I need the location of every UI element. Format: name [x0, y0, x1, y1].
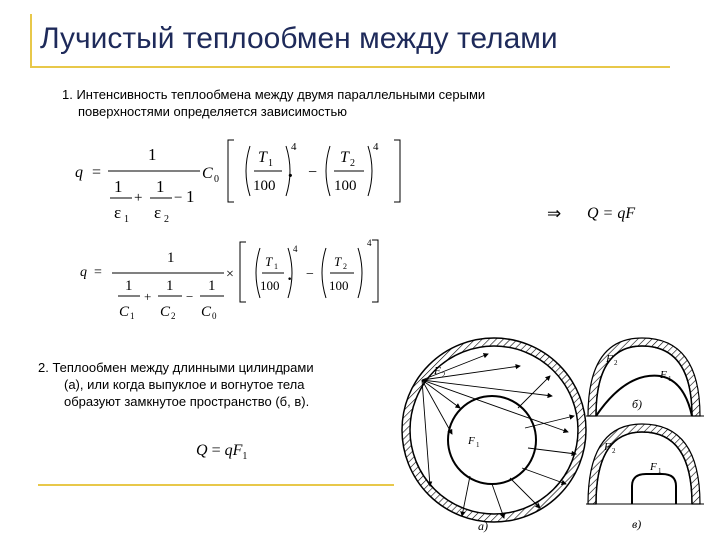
item-2-line-3: образуют замкнутое пространство (б, в). — [64, 394, 310, 409]
fig-b-f1: F — [660, 369, 667, 381]
f2-one-c: 1 — [208, 278, 216, 294]
f2-pow-a: 4 — [293, 244, 298, 254]
formula-qf1 — [196, 442, 247, 462]
result-arrow: ⇒ — [547, 204, 562, 223]
f1-t1-sub: 1 — [268, 158, 273, 169]
f2-t1-sub: 1 — [274, 262, 278, 271]
fig-v-f1-sub: 1 — [658, 467, 662, 475]
qf1-eq: = — [211, 442, 221, 459]
figure-a-cylinders — [402, 338, 586, 533]
qf1-qf: qF — [224, 442, 243, 459]
f1-numerator: 1 — [148, 145, 157, 164]
f1-t1: T — [258, 149, 267, 166]
formula-c — [0, 232, 720, 332]
f1-minus: − — [174, 190, 183, 206]
f1-minus2: − — [308, 164, 318, 181]
f2-minus: − — [186, 289, 194, 304]
f2-c0-sub: 0 — [212, 311, 217, 321]
f1-dot: · — [287, 165, 294, 187]
f2-100-b: 100 — [329, 278, 349, 293]
f2-one-b: 1 — [166, 278, 174, 294]
fig-a-f1-sub: 1 — [476, 441, 480, 449]
item-1-line-1: 1. Интенсивность теплообмена между двумя параллельными серыми — [62, 87, 486, 102]
f1-100-a: 100 — [253, 178, 276, 194]
f1-q: q — [75, 164, 83, 181]
f2-c0: C — [201, 304, 212, 320]
fig-label-b: б) — [632, 397, 643, 411]
f1-eq: = — [92, 164, 102, 181]
f2-c2: C — [160, 304, 171, 320]
f2-pow-b: 4 — [367, 238, 372, 248]
f1-t2-sub: 2 — [350, 158, 355, 169]
f1-one-c: 1 — [186, 187, 195, 206]
fig-a-f2: F — [434, 365, 441, 377]
f2-c2-sub: 2 — [171, 311, 176, 321]
fig-b-f2-sub: 2 — [614, 359, 618, 367]
f2-numerator: 1 — [167, 250, 175, 266]
fig-label-v: в) — [632, 517, 642, 531]
f1-eps1: ε — [114, 203, 122, 222]
fig-v-f2: F — [604, 441, 611, 453]
fig-v-f2-sub: 2 — [612, 447, 616, 455]
f2-one-a: 1 — [125, 278, 133, 294]
fig-a-f2-sub: 2 — [442, 371, 446, 379]
item-2-line-1: 2. Теплообмен между длинными цилиндрами — [38, 360, 314, 375]
f1-plus: + — [134, 190, 143, 206]
fig-b-f2: F — [606, 353, 613, 365]
bottom-accent-rule — [38, 484, 394, 486]
item-2-line-2: (а), или когда выпуклое и вогнутое тела — [64, 377, 305, 392]
figure-v-arch — [586, 424, 704, 531]
f2-t2: T — [334, 254, 342, 269]
f2-dot: · — [287, 271, 293, 288]
qf1-q: Q — [196, 442, 208, 459]
fig-b-f1-sub: 1 — [668, 375, 672, 383]
f1-pow-b: 4 — [373, 141, 379, 153]
f1-eps2-sub: 2 — [164, 214, 169, 225]
f2-q: q — [80, 265, 87, 280]
figure-b-arch — [586, 338, 704, 416]
f1-one-b: 1 — [156, 177, 165, 196]
f2-c1: C — [119, 304, 130, 320]
fig-v-f1: F — [650, 461, 657, 473]
f1-one-a: 1 — [114, 177, 123, 196]
f2-eq: = — [94, 265, 102, 280]
f2-c1-sub: 1 — [130, 311, 135, 321]
fig-label-a: а) — [478, 519, 488, 533]
f2-minus2: − — [306, 267, 314, 282]
f1-t2: T — [340, 149, 349, 166]
f1-c-sub: 0 — [214, 174, 219, 185]
fig-a-f1: F — [468, 435, 475, 447]
f1-pow-a: 4 — [291, 141, 297, 153]
f1-eps1-sub: 1 — [124, 214, 129, 225]
formula-epsilon — [0, 130, 720, 240]
top-accent-rule — [30, 66, 670, 68]
result-formula: Q = qF — [587, 205, 636, 222]
item-1-text — [62, 86, 485, 120]
f1-100-b: 100 — [334, 178, 357, 194]
f1-eps2: ε — [154, 203, 162, 222]
qf1-sub: 1 — [242, 451, 248, 463]
f2-t2-sub: 2 — [343, 262, 347, 271]
f2-t1: T — [265, 254, 273, 269]
f2-100-a: 100 — [260, 278, 280, 293]
left-accent-rule — [30, 14, 32, 66]
f2-times: × — [226, 267, 234, 282]
item-1-line-2: поверхностями определяется зависимостью — [78, 104, 348, 119]
f1-c: C — [202, 165, 213, 182]
slide-title: Лучистый теплообмен между телами — [40, 22, 558, 55]
item-2-text — [38, 359, 314, 410]
f2-plus: + — [144, 289, 152, 304]
figure-radiation-enclosures — [400, 336, 716, 536]
